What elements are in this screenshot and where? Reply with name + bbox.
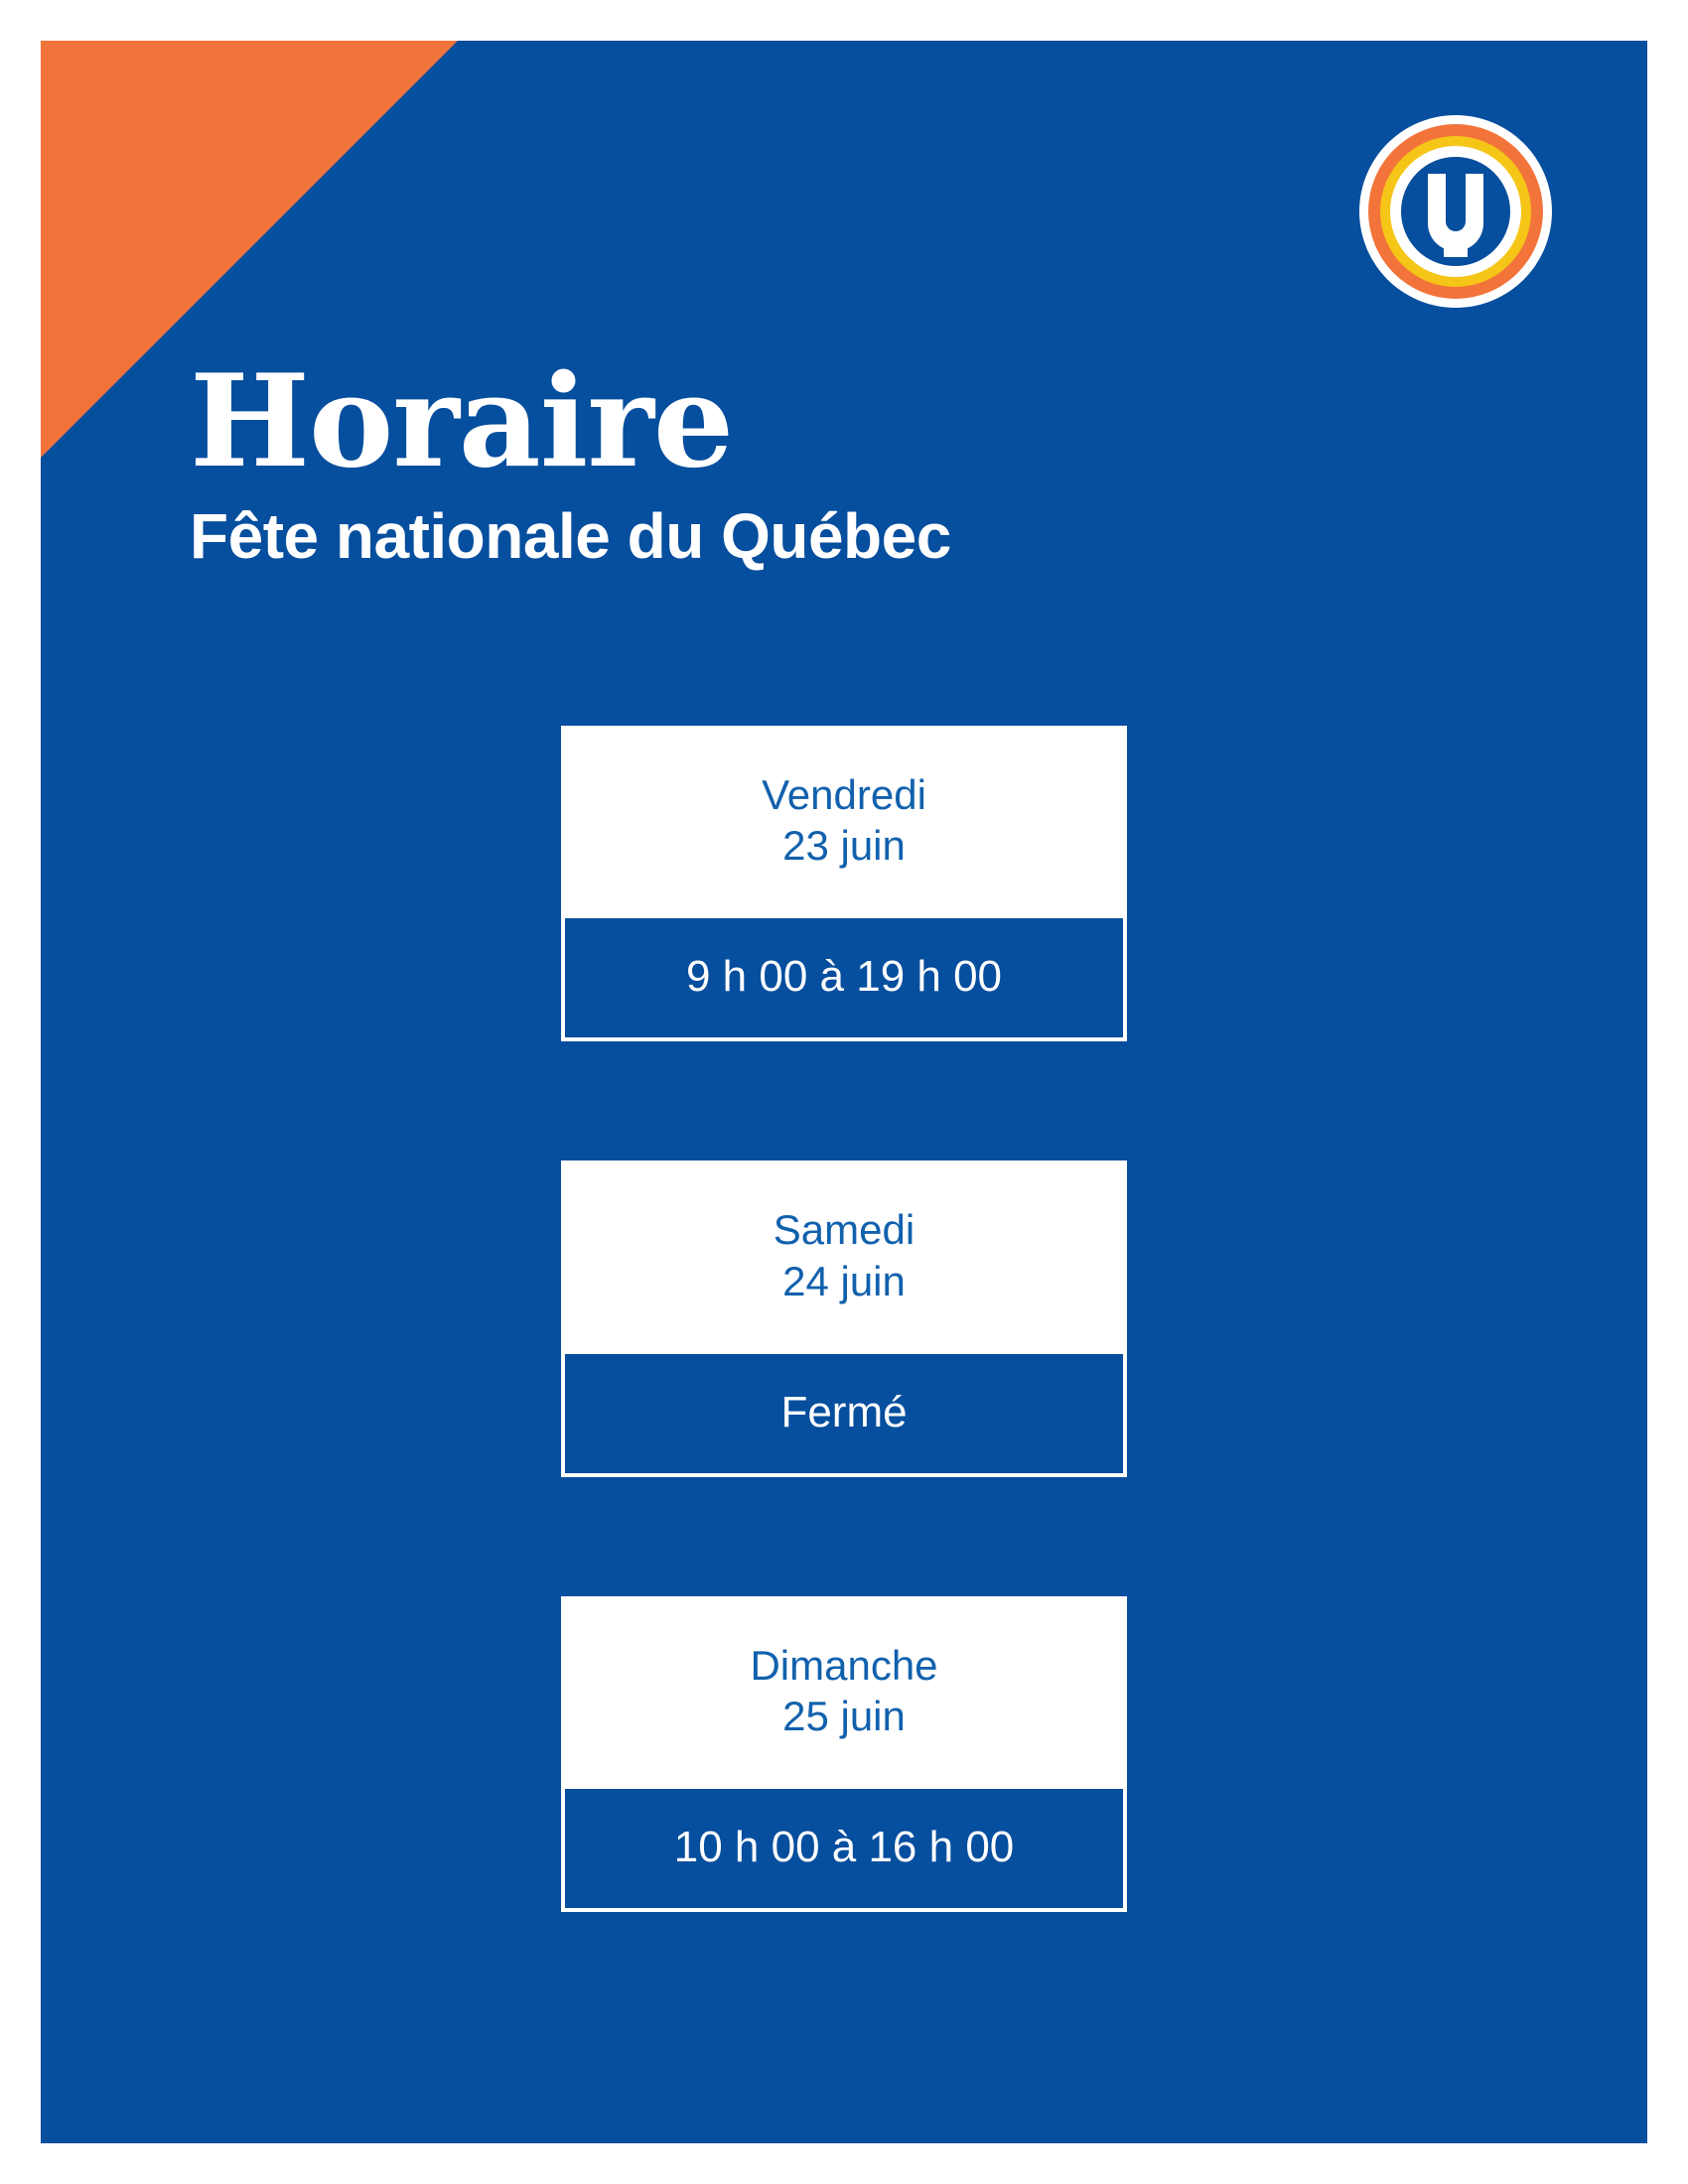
schedule-day-date: 23 juin bbox=[782, 822, 906, 870]
schedule-card bbox=[561, 1160, 1127, 1476]
universite-laval-logo-icon bbox=[1356, 112, 1555, 311]
schedule-card-day bbox=[565, 1600, 1123, 1785]
schedule-day-date: 25 juin bbox=[782, 1693, 906, 1740]
schedule-day-name: Samedi bbox=[773, 1206, 915, 1254]
schedule-card bbox=[561, 1596, 1127, 1912]
schedule-card-hours: 9 h 00 à 19 h 00 bbox=[565, 914, 1123, 1037]
page-title: Horaire bbox=[190, 347, 734, 496]
schedule-card-day bbox=[565, 1164, 1123, 1349]
schedule-card bbox=[561, 726, 1127, 1041]
poster bbox=[41, 41, 1647, 2143]
schedule-card-hours: Fermé bbox=[565, 1350, 1123, 1473]
page-subtitle: Fête nationale du Québec bbox=[190, 500, 951, 572]
schedule-card-hours: 10 h 00 à 16 h 00 bbox=[565, 1785, 1123, 1908]
schedule-day-name: Vendredi bbox=[762, 771, 926, 818]
schedule-day-date: 24 juin bbox=[782, 1257, 906, 1304]
schedule-card-day bbox=[565, 730, 1123, 914]
schedule-list bbox=[41, 726, 1647, 1912]
schedule-day-name: Dimanche bbox=[750, 1641, 938, 1689]
title-block bbox=[190, 347, 1381, 572]
